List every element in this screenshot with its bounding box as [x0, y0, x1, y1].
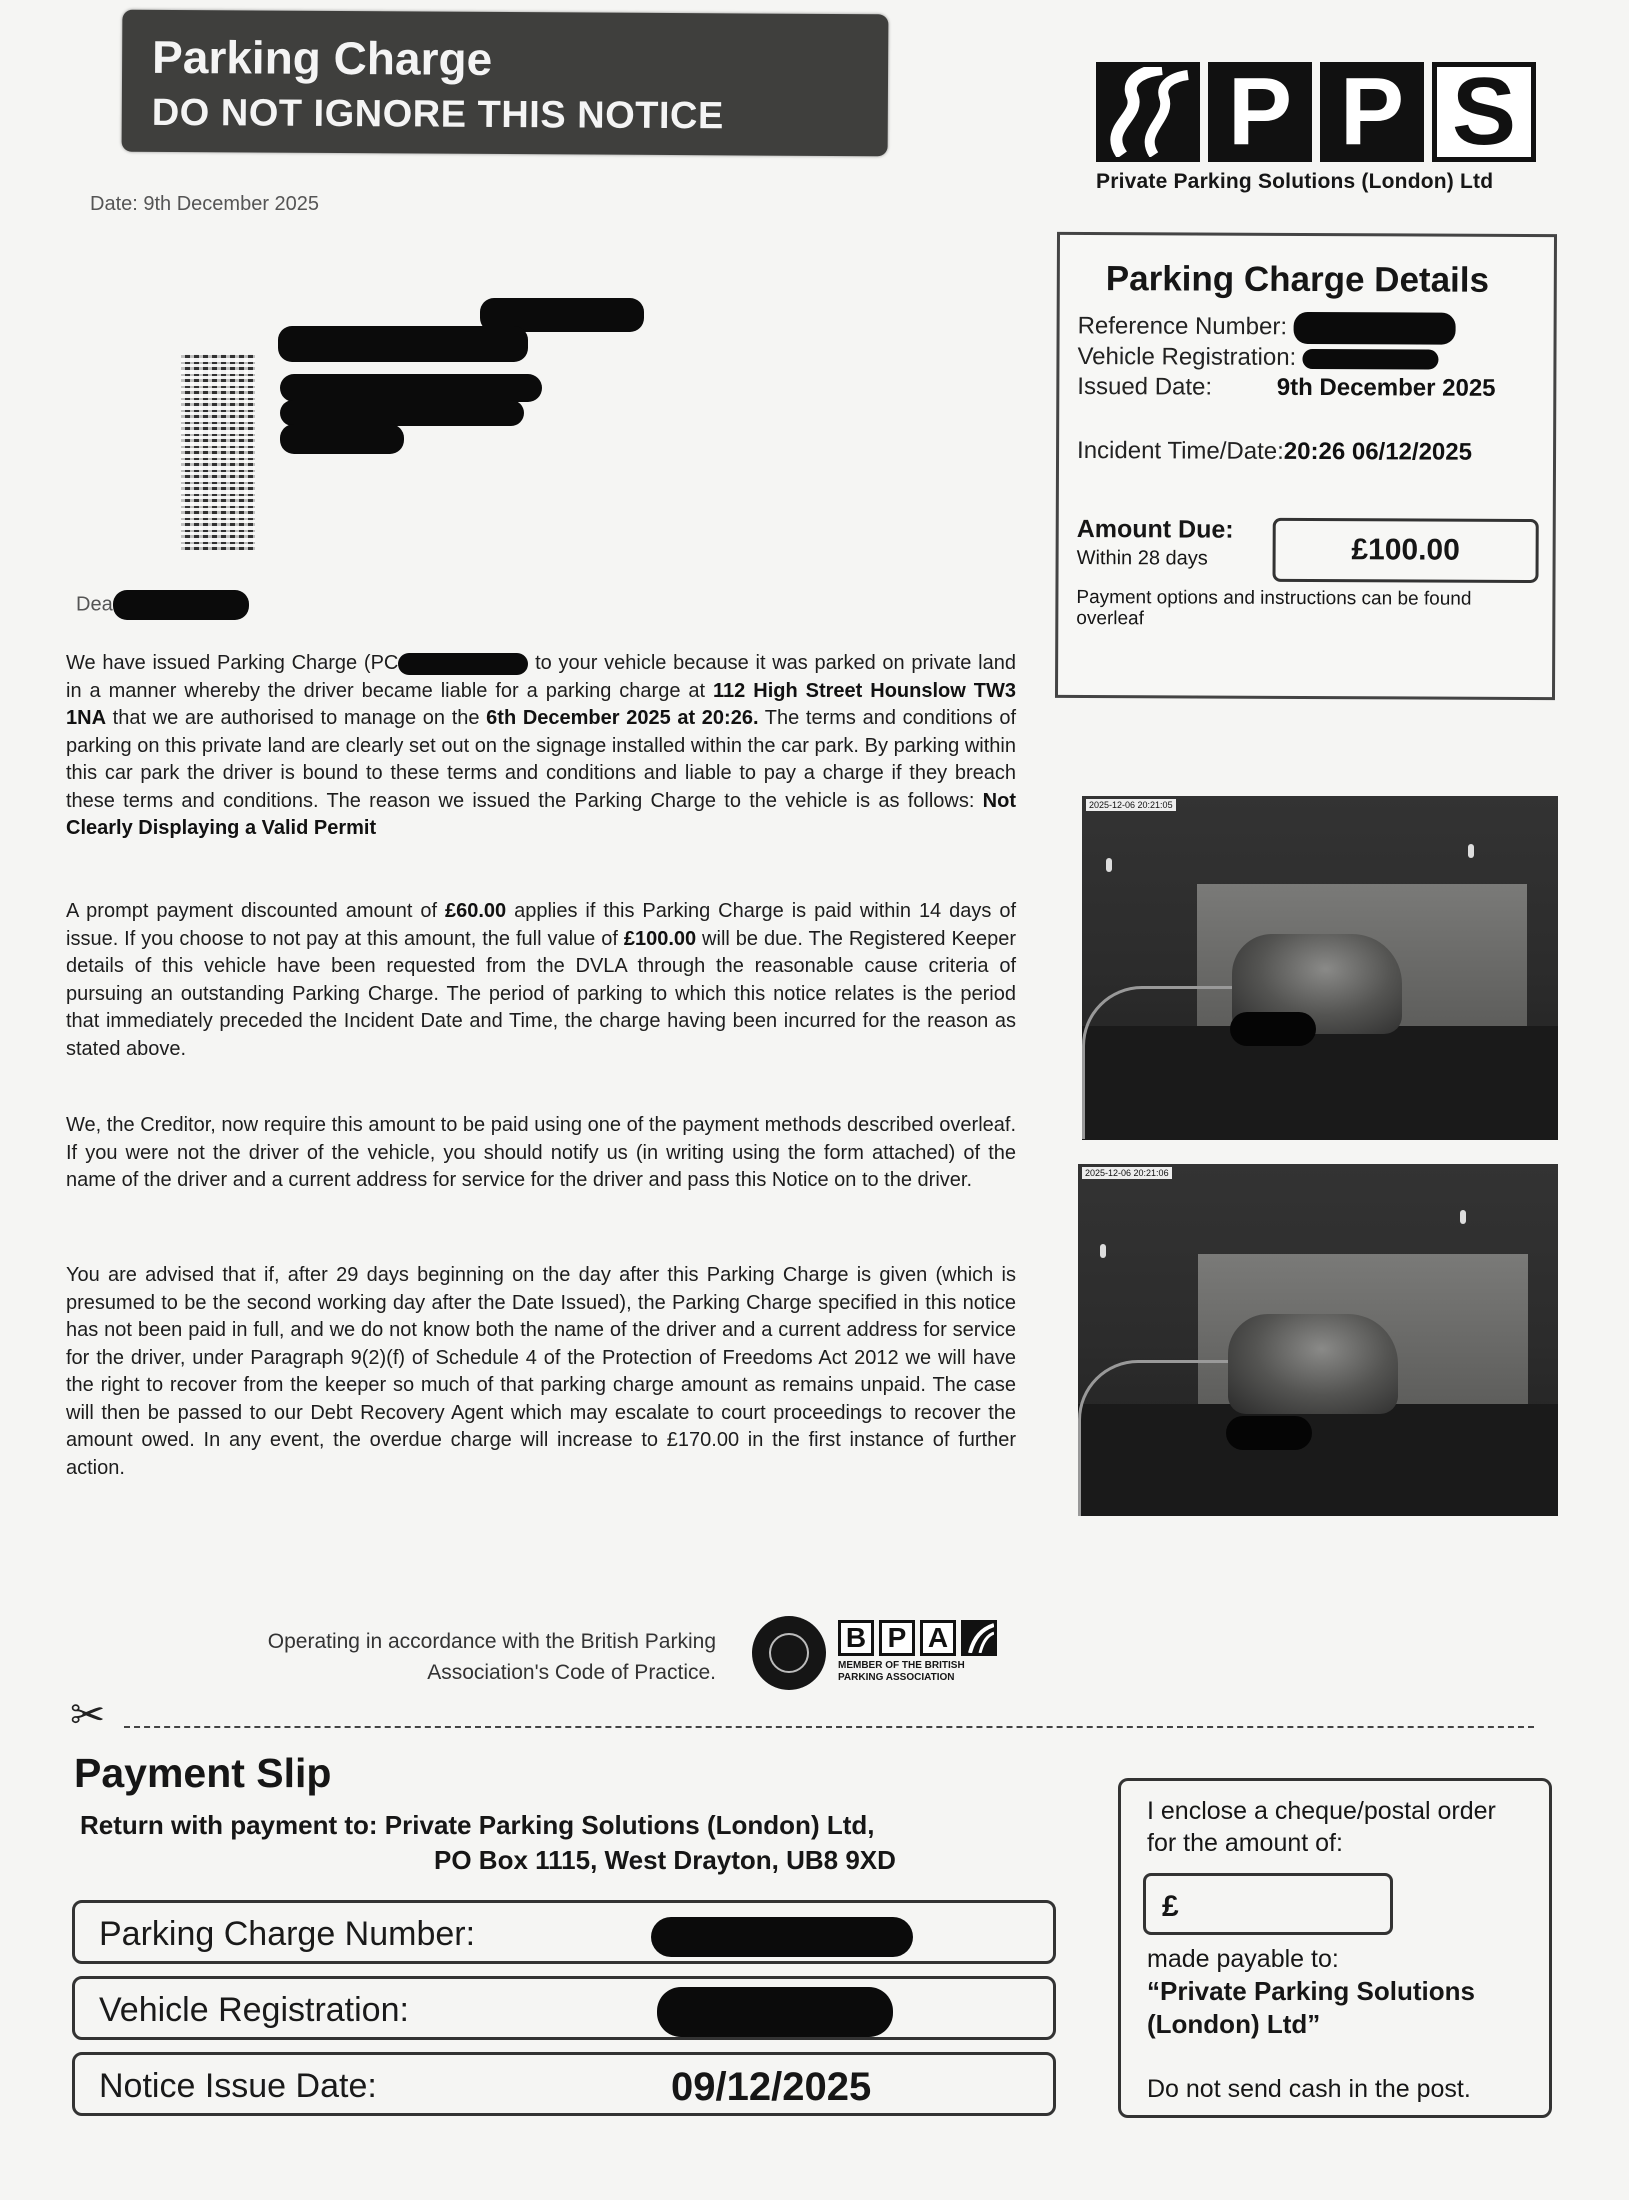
payment-note: Payment options and instructions can be found overleaf [1076, 586, 1472, 630]
amount-label: Amount Due: [1076, 515, 1234, 544]
redaction [1294, 312, 1456, 345]
cheque-text: I enclose a cheque/postal order for the amount of: [1147, 1797, 1496, 1857]
evidence-photo-2 [1078, 1164, 1558, 1516]
scissors-icon: ✂ [70, 1691, 106, 1738]
reference-row [1078, 311, 1456, 345]
logo-caption: Private Parking Solutions (London) Ltd [1096, 170, 1494, 193]
pps-logo [1096, 58, 1546, 202]
paragraph-discount: A prompt payment discounted amount of £60.00 applies if this Parking Charge is paid within 14 days of issue. If you choose to not pay at this amount, the full value of £100.00 will be due. The Registered Keeper details of this vehicle have been requested from the DVLA through the reasonable cause criteria of pursuing an outstanding Parking Charge. The period of parking to which this notice relates is the period that immediately preceded the Incident Date and Time, the charge having been incurred for the reason as stated above. [66, 900, 1016, 1060]
notice-title: Parking Charge [151, 30, 493, 85]
pc-number-label: Parking Charge Number: [99, 1915, 476, 1953]
pc-number-field [72, 1900, 1056, 1964]
vehicle-registration-field [72, 1976, 1056, 2040]
issued-value: 9th December 2025 [1276, 373, 1496, 402]
payment-slip-title: Payment Slip [74, 1750, 332, 1796]
redaction [657, 1987, 893, 2037]
vehicle-row [1077, 343, 1439, 373]
bpa-logo [838, 1620, 997, 1684]
redaction [278, 326, 528, 362]
issue-date-value: 09/12/2025 [671, 2065, 872, 2109]
redaction [280, 400, 524, 426]
amount-sub: Within 28 days [1076, 547, 1208, 570]
redaction [1226, 1416, 1312, 1450]
redaction [1230, 1012, 1316, 1046]
bpa-tile-a: A [920, 1620, 956, 1656]
logo-tile-p1: P [1208, 62, 1312, 162]
charge-details-box [1055, 232, 1557, 700]
issued-row [1077, 373, 1495, 403]
paragraph-advice: You are advised that if, after 29 days beginning on the day after this Parking Charge is given (which is presumed to be the second working day after the Date Issued), the Parking Charge specified in this notice has not been paid in full, and we do not know both the name of the driver and a current address for service for the driver, under Paragraph 9(2)(f) of Schedule 4 of the Protection of Freedoms Act 2012 we will have the right to recover from the keeper so much of that parking charge amount as remains unpaid. The case will then be passed to our Debt Recovery Agent which may escalate to court proceedings to recover the amount owed. In any event, the overdue charge will increase to £170.00 in the first instance of further action. [66, 1264, 1016, 1479]
redaction [280, 374, 542, 402]
incident-label: Incident Time/Date: [1077, 437, 1284, 465]
bpa-member-text: MEMBER OF THE BRITISH PARKING ASSOCIATION [838, 1660, 965, 1683]
redaction [651, 1917, 913, 1957]
bpa-statement: Operating in accordance with the British Parking Association's Code of Practice. [267, 1630, 716, 1684]
incident-value: 20:26 06/12/2025 [1283, 437, 1473, 466]
bpa-tile-p: P [879, 1620, 915, 1656]
redaction [280, 424, 404, 454]
payable-label: made payable to: [1147, 1945, 1339, 1973]
amount-input-box: £ [1143, 1873, 1393, 1935]
redaction [398, 653, 528, 675]
logo-tile-s: S [1432, 62, 1536, 162]
bpa-road-icon [961, 1620, 997, 1656]
header-banner [122, 10, 889, 157]
cash-note: Do not send cash in the post. [1147, 2075, 1471, 2103]
return-address-line-1: Return with payment to: Private Parking Solutions (London) Ltd, [80, 1810, 875, 1840]
notice-warning: DO NOT IGNORE THIS NOTICE [151, 91, 724, 138]
bpa-tile-b: B [838, 1620, 874, 1656]
issue-date-label: Notice Issue Date: [99, 2067, 377, 2105]
payee-name: “Private Parking Solutions (London) Ltd” [1147, 1976, 1475, 2039]
vehicle-registration-label: Vehicle Registration: [99, 1991, 409, 2029]
amount-due: £100.00 [1272, 518, 1538, 583]
road-swirl-icon [1096, 62, 1200, 162]
issued-label: Issued Date: [1077, 373, 1213, 401]
letter-date: Date: 9th December 2025 [90, 193, 320, 215]
barcode [181, 354, 255, 550]
redaction [1303, 349, 1439, 370]
reference-label: Reference Number: [1077, 312, 1288, 341]
vehicle-label: Vehicle Registration: [1077, 343, 1297, 371]
paragraph-issue: We have issued Parking Charge (PC to your vehicle because it was parked on private land in a manner whereby the driver became liable for a parking charge at 112 High Street Hounslow TW3 1NA that we are authorised to manage on the 6th December 2025 at 20:26. The terms and conditions of parking on this private land are clearly set out on the signage installed within the car park. By parking within this car park the driver is bound to these terms and conditions and liable to pay a charge if they breach these terms and conditions. The reason we issued the Parking Charge to the vehicle is as follows: Not Clearly Displaying a Valid Permit [66, 652, 1017, 839]
photo-timestamp: 2025-12-06 20:21:06 [1082, 1167, 1172, 1179]
photo-timestamp: 2025-12-06 20:21:05 [1086, 799, 1176, 811]
redaction [113, 590, 249, 620]
details-title: Parking Charge Details [1105, 259, 1490, 300]
cut-line [124, 1726, 1534, 1728]
approved-operator-seal-icon [752, 1616, 826, 1690]
incident-row [1077, 437, 1472, 467]
salutation: Dea [76, 590, 249, 620]
logo-tile-p2: P [1320, 62, 1424, 162]
issue-date-field [72, 2052, 1056, 2116]
return-address-line-2: PO Box 1115, West Drayton, UB8 9XD [434, 1845, 896, 1875]
evidence-photo-1 [1082, 796, 1558, 1140]
paragraph-creditor: We, the Creditor, now require this amount to be paid using one of the payment methods described overleaf. If you were not the driver of the vehicle, you should notify us (in writing using the form attached) of the name of the driver and a current address for service for the driver and pass this Notice on to the driver. [66, 1114, 1016, 1191]
cheque-box [1118, 1778, 1552, 2118]
